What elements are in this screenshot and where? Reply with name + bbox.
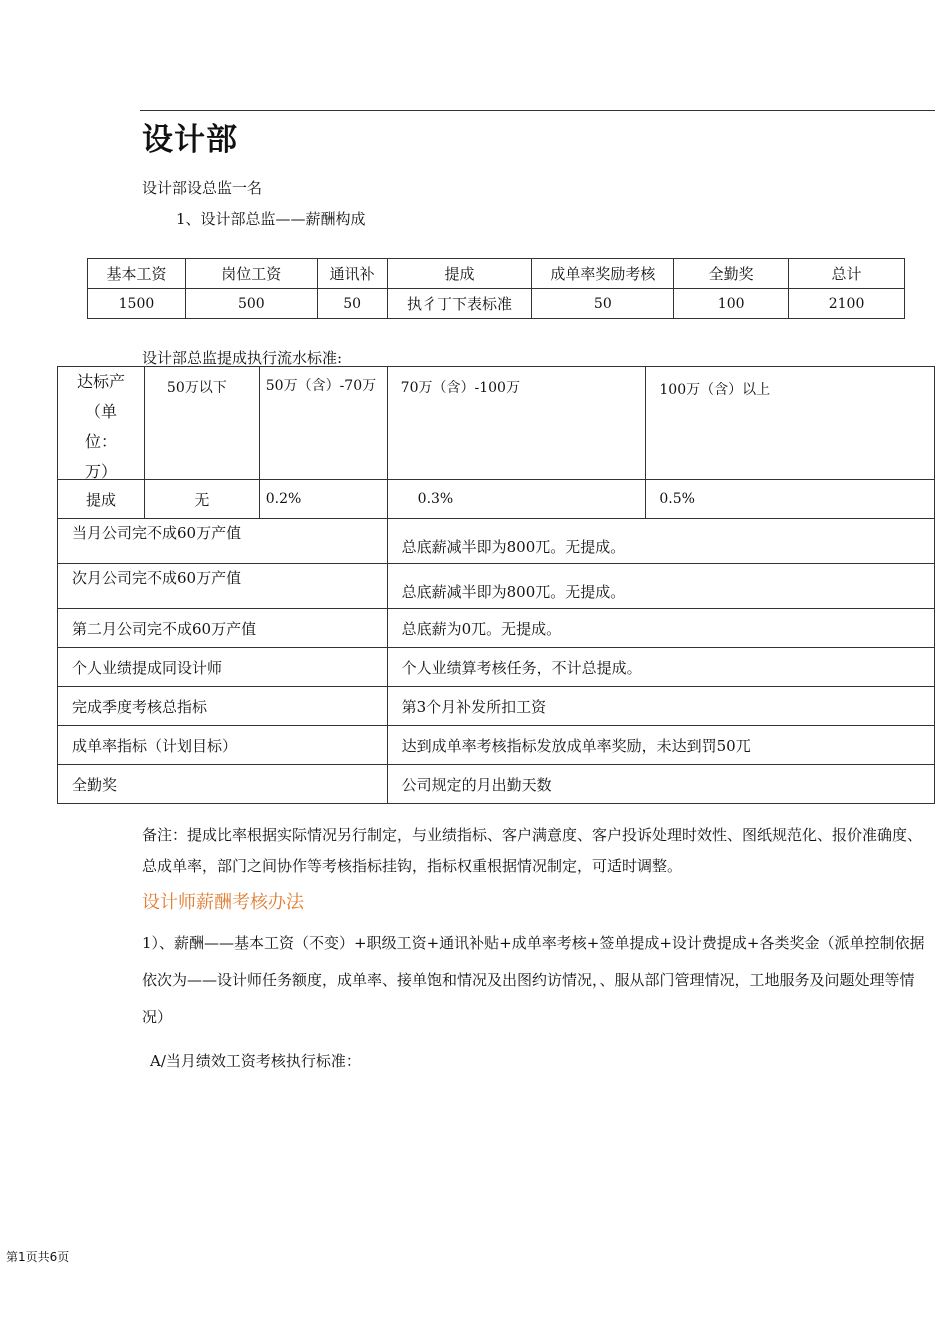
row-header-line: 位： bbox=[84, 432, 117, 451]
commission-rate-row bbox=[58, 480, 935, 519]
page-title: 设计部 bbox=[142, 122, 238, 158]
rule-condition: 完成季度考核总指标 bbox=[58, 687, 388, 726]
row-header-line: （单 bbox=[84, 402, 117, 421]
section-2-title: 设计师薪酬考核办法 bbox=[142, 892, 304, 913]
salary-header-cell: 全勤奖 bbox=[674, 259, 789, 289]
salary-header-cell: 成单率奖励考核 bbox=[532, 259, 674, 289]
commission-title: 设计部总监提成执行流水标准: bbox=[142, 349, 343, 367]
rule-condition: 第二月公司完不成60万产值 bbox=[58, 609, 388, 648]
rule-result: 个人业绩算考核任务，不计总提成。 bbox=[387, 648, 934, 687]
row-header-line: 万） bbox=[84, 462, 117, 481]
tier-cell: 50万（含）-70万 bbox=[259, 367, 387, 480]
rule-row bbox=[58, 726, 935, 765]
salary-header-cell: 提成 bbox=[387, 259, 532, 289]
rule-result: 总底薪减半即为800兀。无提成。 bbox=[387, 564, 934, 609]
rule-row bbox=[58, 564, 935, 609]
rule-condition: 次月公司完不成60万产值 bbox=[58, 564, 388, 609]
header-rule bbox=[140, 110, 935, 111]
row-header-cell bbox=[58, 367, 145, 480]
salary-header-row bbox=[88, 259, 905, 289]
rate-cell: 0.3% bbox=[387, 480, 646, 519]
salary-header-cell: 岗位工资 bbox=[185, 259, 317, 289]
salary-value-cell: 50 bbox=[532, 289, 674, 319]
commission-tier-row bbox=[58, 367, 935, 480]
tier-cell: 50万以下 bbox=[144, 367, 259, 480]
rule-result: 第3个月补发所扣工资 bbox=[387, 687, 934, 726]
rule-result: 总底薪为0兀。无提成。 bbox=[387, 609, 934, 648]
page-footer: 第1页共6页 bbox=[6, 1250, 70, 1264]
remark-text: 备注：提成比率根据实际情况另行制定，与业绩指标、客户满意度、客户投诉处理时效性、图纸规范化、报价准确度、总成单率，部门之间协作等考核指标挂钩，指标权重根据情况制定，可适时调整。 bbox=[142, 826, 923, 875]
rule-row bbox=[58, 519, 935, 564]
salary-value-cell: 100 bbox=[674, 289, 789, 319]
rate-cell: 无 bbox=[144, 480, 259, 519]
rate-cell: 0.5% bbox=[646, 480, 935, 519]
section-1-title: 1、设计部总监——薪酬构成 bbox=[176, 210, 366, 228]
rule-row bbox=[58, 687, 935, 726]
section-2-subtitle: A/当月绩效工资考核执行标准： bbox=[150, 1052, 361, 1070]
salary-value-cell: 50 bbox=[317, 289, 387, 319]
row-header-line: 达标产 bbox=[76, 372, 125, 391]
rule-result: 达到成单率考核指标发放成单率奖励，未达到罚50兀 bbox=[387, 726, 934, 765]
rule-result: 总底薪减半即为800兀。无提成。 bbox=[387, 519, 934, 564]
rule-result: 公司规定的月出勤天数 bbox=[387, 765, 934, 804]
rules-table bbox=[57, 518, 935, 804]
salary-value-cell: 500 bbox=[185, 289, 317, 319]
salary-value-cell: 执彳丁下表标准 bbox=[387, 289, 532, 319]
rule-condition: 当月公司完不成60万产值 bbox=[58, 519, 388, 564]
rule-row bbox=[58, 609, 935, 648]
salary-header-cell: 基本工资 bbox=[88, 259, 186, 289]
salary-header-cell: 通讯补 bbox=[317, 259, 387, 289]
salary-value-cell: 2100 bbox=[789, 289, 905, 319]
rule-row bbox=[58, 765, 935, 804]
tier-cell: 100万（含）以上 bbox=[646, 367, 935, 480]
rule-row bbox=[58, 648, 935, 687]
tier-cell: 70万（含）-100万 bbox=[387, 367, 646, 480]
commission-table bbox=[57, 366, 935, 519]
rule-condition: 成单率指标（计划目标） bbox=[58, 726, 388, 765]
rule-condition: 个人业绩提成同设计师 bbox=[58, 648, 388, 687]
rate-label: 提成 bbox=[58, 480, 145, 519]
salary-table bbox=[87, 258, 905, 319]
intro-text: 设计部设总监一名 bbox=[142, 179, 263, 197]
salary-value-row bbox=[88, 289, 905, 319]
salary-value-cell: 1500 bbox=[88, 289, 186, 319]
rule-condition: 全勤奖 bbox=[58, 765, 388, 804]
section-2-paragraph: 1）、薪酬——基本工资（不变）+职级工资+通讯补贴+成单率考核+签单提成+设计费提成+各类奖金（派单控制依据依次为——设计师任务额度，成单率、接单饱和情况及出图约访情况，、服从部门管理情况，工地服务及问题处理等情况） bbox=[142, 934, 925, 1026]
rate-cell: 0.2% bbox=[259, 480, 387, 519]
salary-header-cell: 总计 bbox=[789, 259, 905, 289]
